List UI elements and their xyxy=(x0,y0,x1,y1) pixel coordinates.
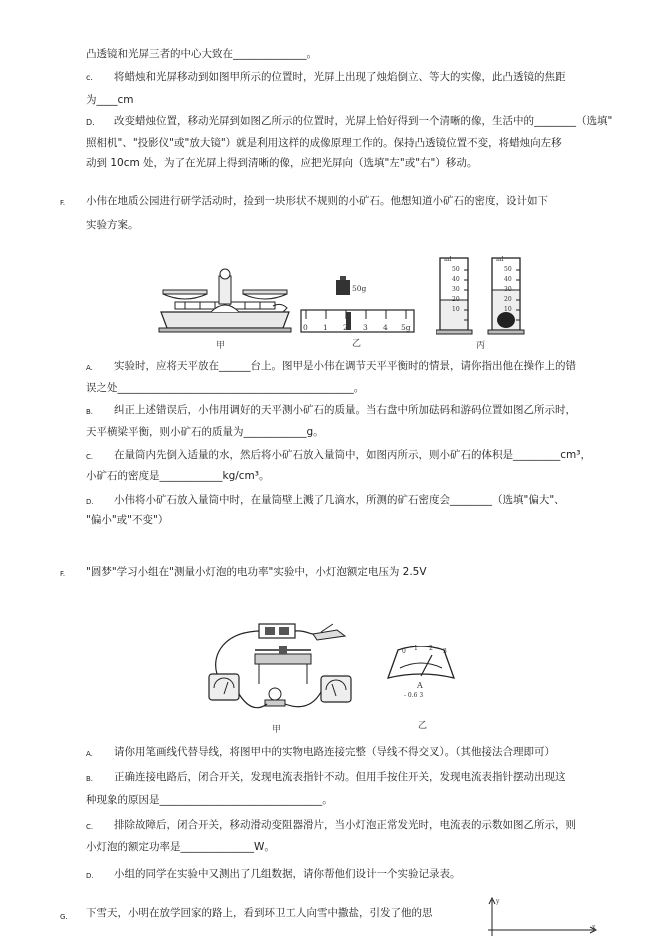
balance-figure xyxy=(155,268,295,338)
cyl-unit-2: ml xyxy=(496,256,504,263)
ruler-tick-3: 3 xyxy=(363,323,368,332)
ruler-tick-2: 2 xyxy=(343,323,348,332)
q2-d-line1: 小伟将小矿石放入量筒中时，在量筒壁上溅了几滴水，所测的矿石密度会________（选填"偏大"、 xyxy=(114,494,565,506)
ammeter-tick-0: 0 xyxy=(402,648,406,655)
q2-line1: 小伟在地质公园进行研学活动时，捡到一块形状不规则的小矿石。他想知道小矿石的密度，设计如下 xyxy=(86,195,548,207)
ruler-tick-0: 0 xyxy=(303,323,308,332)
cylinders-figure xyxy=(436,254,526,336)
q1-c-line2: 为____cm xyxy=(86,94,134,106)
q3-b-line2: 种现象的原因是_______________________________。 xyxy=(86,794,333,806)
q2-b-line2: 天平横梁平衡，则小矿石的质量为____________g。 xyxy=(86,426,324,438)
q3-fig-caption-yi: 乙 xyxy=(418,721,428,731)
weight-50g-icon xyxy=(334,275,354,297)
ruler-tick-1: 1 xyxy=(323,323,328,332)
ruler-tick-4: 4 xyxy=(383,323,388,332)
fig-caption-jia: 甲 xyxy=(216,341,226,351)
q1-c-line1: 将蜡烛和光屏移动到如图甲所示的位置时，光屏上出现了烛焰倒立、等大的实像，此凸透镜的焦距 xyxy=(114,71,566,83)
q1-d-label: D. xyxy=(86,118,95,127)
q4-number: G. xyxy=(60,913,68,921)
ammeter-terminals: - 0.6 3 xyxy=(404,692,424,699)
q1-d-line1: 改变蜡烛位置，移动光屏到如图乙所示的位置时，光屏上恰好得到一个清晰的像，生活中的________（选填" xyxy=(114,115,613,127)
ammeter-tick-3: 3 xyxy=(443,648,447,655)
q2-line2: 实验方案。 xyxy=(86,219,139,231)
q2-b-label: B. xyxy=(86,408,94,416)
q2-d-label: D. xyxy=(86,498,94,506)
q2-number: F. xyxy=(60,199,66,207)
q3-line1: "圆梦"学习小组在"测量小灯泡的电功率"实验中，小灯泡额定电压为 2.5V xyxy=(86,566,427,578)
q2-c-line2: 小矿石的密度是____________kg/cm³。 xyxy=(86,470,270,482)
q3-b-label: B. xyxy=(86,775,94,783)
axis-y-label: y xyxy=(496,898,500,905)
axis-x-label: x xyxy=(592,924,596,931)
cyl1-tick-50: 50 xyxy=(452,266,460,273)
q2-a-label: A. xyxy=(86,364,93,372)
q2-a-line2: 误之处_____________________________________________。 xyxy=(86,382,365,394)
circuit-figure xyxy=(205,614,365,724)
q2-b-line1: 纠正上述错误后，小伟用调好的天平测小矿石的质量。当右盘中所加砝码和游码位置如图乙所示时， xyxy=(114,404,576,416)
cyl-unit-1: ml xyxy=(444,256,452,263)
cyl1-tick-20: 20 xyxy=(452,296,460,303)
q2-a-line1: 实验时，应将天平放在______台上。图甲是小伟在调节天平平衡时的情景，请你指出他在操作上的错 xyxy=(114,360,576,372)
q1-c-label: c. xyxy=(86,73,93,82)
ruler-figure xyxy=(300,309,416,333)
ammeter-tick-1: 1 xyxy=(414,645,418,652)
q2-c-line1: 在量筒内先倒入适量的水，然后将小矿石放入量筒中，如图丙所示，则小矿石的体积是_________cm³， xyxy=(114,449,591,461)
q4-line1: 下雪天，小明在放学回家的路上，看到环卫工人向雪中撒盐，引发了他的思 xyxy=(86,907,433,919)
q1-d-line3: 动到 10cm 处，为了在光屏上得到清晰的像，应把光屏向（选填"左"或"右"）移动。 xyxy=(86,157,478,169)
ammeter-letter: A xyxy=(417,681,423,690)
weight-label: 50g xyxy=(352,284,367,293)
q3-c-line1: 排除故障后，闭合开关，移动滑动变阻器滑片，当小灯泡正常发光时，电流表的示数如图乙所示，则 xyxy=(114,819,576,831)
fig-caption-bing: 丙 xyxy=(476,341,486,351)
cyl1-tick-40: 40 xyxy=(452,276,460,283)
cyl2-tick-40: 40 xyxy=(504,276,512,283)
cyl2-tick-10: 10 xyxy=(504,306,512,313)
cyl2-tick-20: 20 xyxy=(504,296,512,303)
ruler-tick-5: 5g xyxy=(401,323,411,332)
q3-a-label: A. xyxy=(86,750,93,758)
q3-number: F. xyxy=(60,570,66,578)
q1-line0: 凸透镜和光屏三者的中心大致在______________。 xyxy=(86,48,317,60)
ammeter-tick-2: 2 xyxy=(429,645,433,652)
q3-a-line1: 请你用笔画线代替导线，将图甲中的实物电路连接完整（导线不得交叉）。（其他接法合理即可） xyxy=(114,746,555,758)
q2-c-label: C. xyxy=(86,453,94,461)
axes-figure xyxy=(484,896,600,936)
q3-c-line2: 小灯泡的额定功率是______________W。 xyxy=(86,841,275,853)
cyl1-tick-10: 10 xyxy=(452,306,460,313)
cyl2-tick-30: 30 xyxy=(504,286,512,293)
q1-d-line2: 照相机"、"投影仪"或"放大镜"）就是利用这样的成像原理工作的。保持凸透镜位置不变，将蜡烛向左移 xyxy=(86,137,562,149)
cyl1-tick-30: 30 xyxy=(452,286,460,293)
q3-d-label: D. xyxy=(86,872,94,880)
q3-fig-caption-jia: 甲 xyxy=(272,725,282,735)
q2-d-line2: "偏小"或"不变"） xyxy=(86,514,169,526)
cyl2-tick-50: 50 xyxy=(504,266,512,273)
q3-b-line1: 正确连接电路后，闭合开关，发现电流表指针不动。但用手按住开关，发现电流表指针摆动出现这 xyxy=(114,771,566,783)
fig-caption-yi: 乙 xyxy=(352,339,362,349)
q3-c-label: C. xyxy=(86,823,94,831)
q3-d-line1: 小组的同学在实验中又测出了几组数据，请你帮他们设计一个实验记录表。 xyxy=(114,868,461,880)
